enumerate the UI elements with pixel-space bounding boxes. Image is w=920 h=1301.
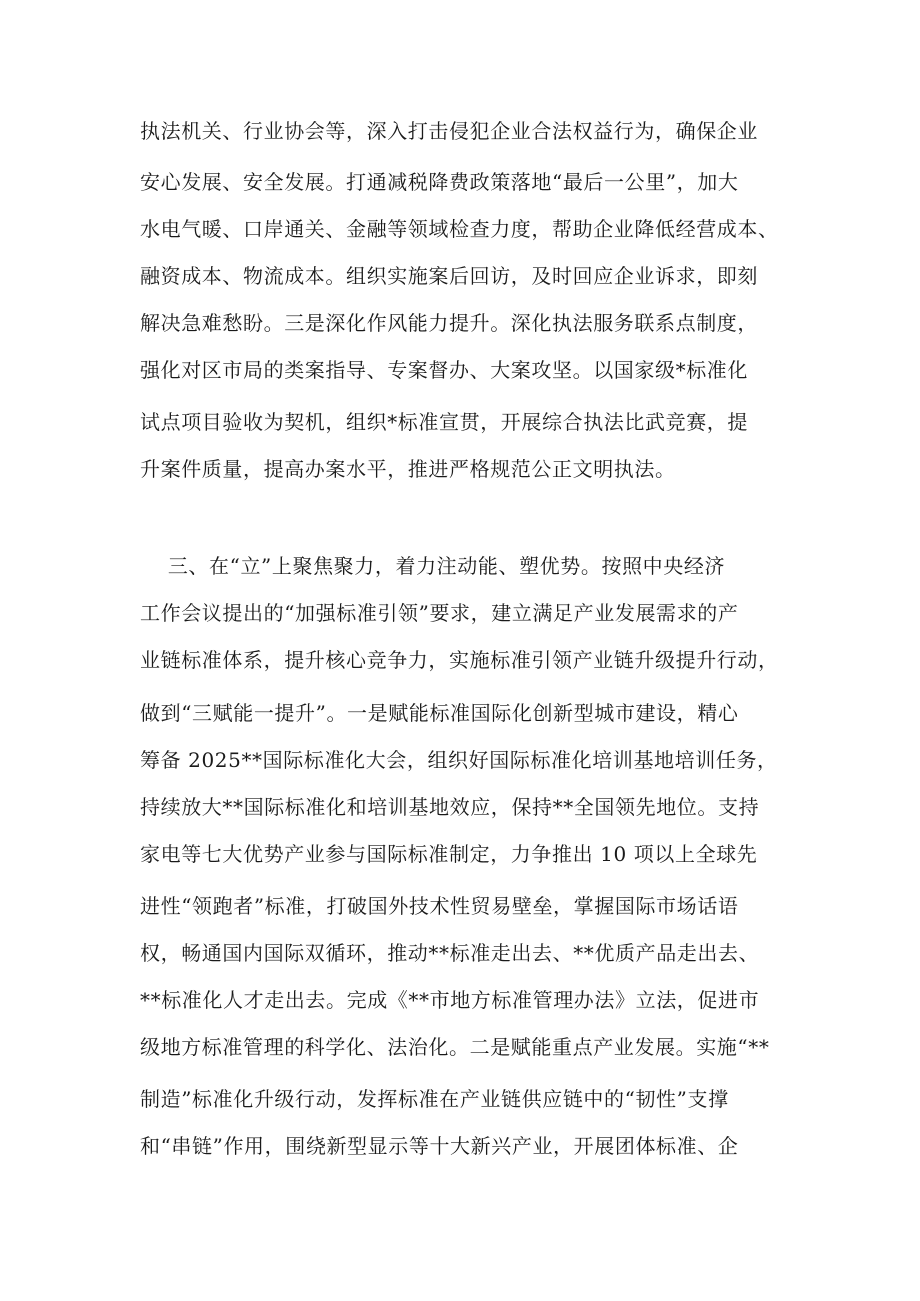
text-line: 和“串链”作用，围绕新型显示等十大新兴产业，开展团体标准、企 bbox=[140, 1134, 739, 1158]
text-line: 升案件质量，提高办案水平，推进严格规范公正文明执法。 bbox=[140, 457, 676, 481]
text-line: 制造”标准化升级行动，发挥标准在产业链供应链中的“韧性”支撑 bbox=[140, 1087, 729, 1111]
text-line: 安心发展、安全发展。打通减税降费政策落地“最后一公里”，加大 bbox=[140, 170, 739, 194]
text-line: 筹备 2025**国际标准化大会，组织好国际标准化培训基地培训任务， bbox=[140, 748, 778, 772]
text-line: 工作会议提出的“加强标准引领”要求，建立满足产业发展需求的产 bbox=[140, 601, 739, 625]
text-line: 进性“领跑者”标准，打破国外技术性贸易壁垒，掌握国际市场话语 bbox=[140, 894, 739, 918]
text-line: 业链标准体系，提升核心竞争力，实施标准引领产业链升级提升行动， bbox=[140, 648, 779, 672]
text-line: 家电等七大优势产业参与国际标准制定，力争推出 10 项以上全球先 bbox=[140, 842, 758, 866]
text-line: 水电气暖、口岸通关、金融等领域检查力度，帮助企业降低经营成本、 bbox=[140, 217, 779, 241]
text-line: 做到“三赋能一提升”。一是赋能标准国际化创新型城市建设，精心 bbox=[140, 701, 739, 725]
text-line: 融资成本、物流成本。组织实施案后回访，及时回应企业诉求，即刻 bbox=[140, 264, 758, 288]
text-line: 权，畅通国内国际双循环，推动**标准走出去、**优质产品走出去、 bbox=[140, 941, 760, 965]
section-heading-line: 三、在“立”上聚焦聚力，着力注动能、塑优势。按照中央经济 bbox=[140, 554, 726, 578]
text-line: 试点项目验收为契机，组织*标准宣贯，开展综合执法比武竞赛，提 bbox=[140, 410, 748, 434]
text-line: **标准化人才走出去。完成《**市地方标准管理办法》立法，促进市 bbox=[140, 988, 760, 1012]
text-line: 持续放大**国际标准化和培训基地效应，保持**全国领先地位。支持 bbox=[140, 795, 760, 819]
text-line: 解决急难愁盼。三是深化作风能力提升。深化执法服务联系点制度， bbox=[140, 311, 758, 335]
text-line: 强化对区市局的类案指导、专案督办、大案攻坚。以国家级*标准化 bbox=[140, 358, 748, 382]
text-line: 级地方标准管理的科学化、法治化。二是赋能重点产业发展。实施“** bbox=[140, 1035, 770, 1059]
text-line: 执法机关、行业协会等，深入打击侵犯企业合法权益行为，确保企业 bbox=[140, 119, 758, 143]
